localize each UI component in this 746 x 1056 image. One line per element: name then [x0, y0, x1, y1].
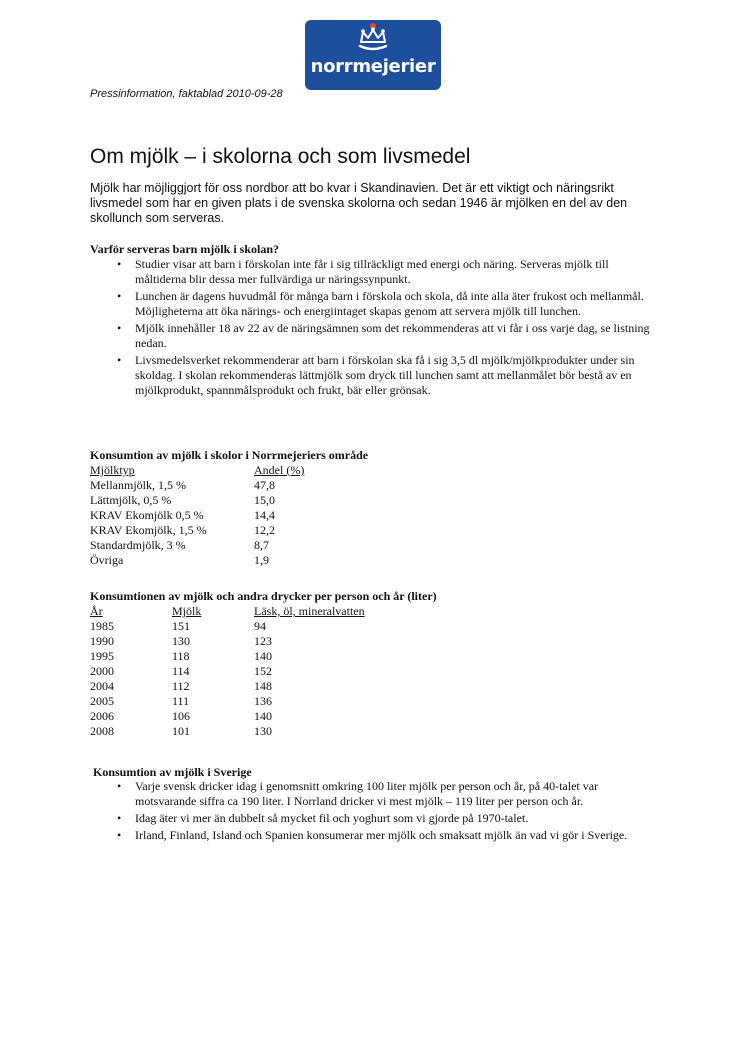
- list-item: • Idag äter vi mer än dubbelt så mycket fil och yoghurt som vi gjorde på 1970-talet.: [90, 811, 660, 826]
- section-heading-why-milk: Varför serveras barn mjölk i skolan?: [90, 242, 279, 256]
- table-cell: 14,4: [254, 508, 275, 522]
- table-cell: 1985: [90, 619, 114, 633]
- beverage-consumption-table: [90, 604, 365, 739]
- list-item: • Livsmedelsverket rekommenderar att barn i förskolan ska få i sig 3,5 dl mjölk/mjölkprodukter under sin skoldag. I skolan rekommenderas lättmjölk som dryck till lunchen samt att mellanmålet bör bestå av en mjölkprodukt, spannmålsprodukt och frukt, bär eller grönsak.: [90, 353, 660, 398]
- list-item: • Lunchen är dagens huvudmål för många barn i förskola och skola, då inte alla äter frukost och mellanmål. Möjligheterna att öka närings- och energiintaget skapas genom att servera mjölk till lunchen.: [90, 289, 660, 319]
- table-cell: 15,0: [254, 493, 275, 507]
- press-info-line: Pressinformation, faktablad 2010-09-28: [90, 88, 283, 100]
- table-cell: 106: [172, 709, 190, 723]
- table-row: [90, 478, 304, 493]
- school-consumption-table: [90, 463, 304, 568]
- table-cell: 111: [172, 694, 190, 708]
- table-cell: 101: [172, 724, 190, 738]
- table-cell: 151: [172, 619, 190, 633]
- norrmejerier-logo: [305, 20, 441, 90]
- table-row: [90, 493, 304, 508]
- column-header: Mjölktyp: [90, 463, 135, 477]
- table-cell: 2008: [90, 724, 114, 738]
- table-row: [90, 709, 365, 724]
- list-item: • Varje svensk dricker idag i genomsnitt omkring 100 liter mjölk per person och år, på 40-talet var motsvarande siffra ca 190 liter. I Norrland dricker vi mest mjölk – 119 liter per person och år.: [90, 779, 660, 809]
- table-cell: 114: [172, 664, 190, 678]
- table-cell: Lättmjölk, 0,5 %: [90, 493, 172, 507]
- table-row: [90, 724, 365, 739]
- table-cell: 2004: [90, 679, 114, 693]
- table-cell: 2005: [90, 694, 114, 708]
- list-item: • Mjölk innehåller 18 av 22 av de näringsämnen som det rekommenderas att vi får i oss varje dag, se listning nedan.: [90, 321, 660, 351]
- sweden-consumption-list: [90, 779, 660, 845]
- table-row: [90, 553, 304, 568]
- page-title: Om mjölk – i skolorna och som livsmedel: [90, 145, 471, 168]
- table-row: [90, 523, 304, 538]
- table-row: [90, 619, 365, 634]
- table-cell: KRAV Ekomjölk, 1,5 %: [90, 523, 207, 537]
- table-cell: 94: [254, 619, 266, 633]
- column-header: Mjölk: [172, 604, 202, 618]
- column-header: Läsk, öl, mineralvatten: [254, 604, 365, 618]
- table-cell: 47,8: [254, 478, 275, 492]
- table-cell: 148: [254, 679, 272, 693]
- table-row: [90, 634, 365, 649]
- table-cell: Mellanmjölk, 1,5 %: [90, 478, 186, 492]
- crown-icon: [305, 20, 441, 90]
- table-cell: 130: [172, 634, 190, 648]
- table-heading-beverage-consumption: Konsumtionen av mjölk och andra drycker per person och år (liter): [90, 589, 437, 603]
- table-row: [90, 664, 365, 679]
- table-row: [90, 508, 304, 523]
- table-cell: 1995: [90, 649, 114, 663]
- table-cell: Övriga: [90, 553, 124, 567]
- intro-paragraph: Mjölk har möjliggjort för oss nordbor att bo kvar i Skandinavien. Det är ett viktigt och näringsrikt livsmedel som har en given plats i de svenska skolorna och sedan 1946 är mjölken en del av den skollunch som serveras.: [90, 181, 628, 225]
- table-heading-school-consumption: Konsumtion av mjölk i skolor i Norrmejeriers område: [90, 448, 369, 462]
- table-cell: 130: [254, 724, 272, 738]
- table-cell: 123: [254, 634, 272, 648]
- logo-wordmark: norrmejerier: [310, 56, 436, 77]
- list-item: • Irland, Finland, Island och Spanien konsumerar mer mjölk och smaksatt mjölk än vad vi gör i Sverige.: [90, 828, 660, 843]
- table-cell: 8,7: [254, 538, 269, 552]
- table-row: [90, 649, 365, 664]
- table-cell: 152: [254, 664, 272, 678]
- table-cell: 140: [254, 649, 272, 663]
- table-row: [90, 679, 365, 694]
- table-cell: 1990: [90, 634, 114, 648]
- table-cell: 12,2: [254, 523, 275, 537]
- list-item: • Studier visar att barn i förskolan inte får i sig tillräckligt med energi och näring. Serveras mjölk till måltiderna blir dessa mer fullvärdiga ur näringssynpunkt.: [90, 257, 660, 287]
- table-cell: 1,9: [254, 553, 269, 567]
- why-milk-list: [90, 257, 660, 400]
- section-heading-sweden-consumption: Konsumtion av mjölk i Sverige: [93, 765, 252, 779]
- column-header: Andel (%): [254, 463, 305, 477]
- column-header: År: [90, 604, 103, 618]
- table-header-row: [90, 604, 365, 619]
- table-row: [90, 694, 365, 709]
- table-cell: 136: [254, 694, 272, 708]
- table-cell: Standardmjölk, 3 %: [90, 538, 186, 552]
- table-cell: KRAV Ekomjölk 0,5 %: [90, 508, 204, 522]
- table-cell: 112: [172, 679, 190, 693]
- table-header-row: [90, 463, 304, 478]
- table-row: [90, 538, 304, 553]
- table-cell: 2006: [90, 709, 114, 723]
- table-cell: 140: [254, 709, 272, 723]
- table-cell: 118: [172, 649, 190, 663]
- table-cell: 2000: [90, 664, 114, 678]
